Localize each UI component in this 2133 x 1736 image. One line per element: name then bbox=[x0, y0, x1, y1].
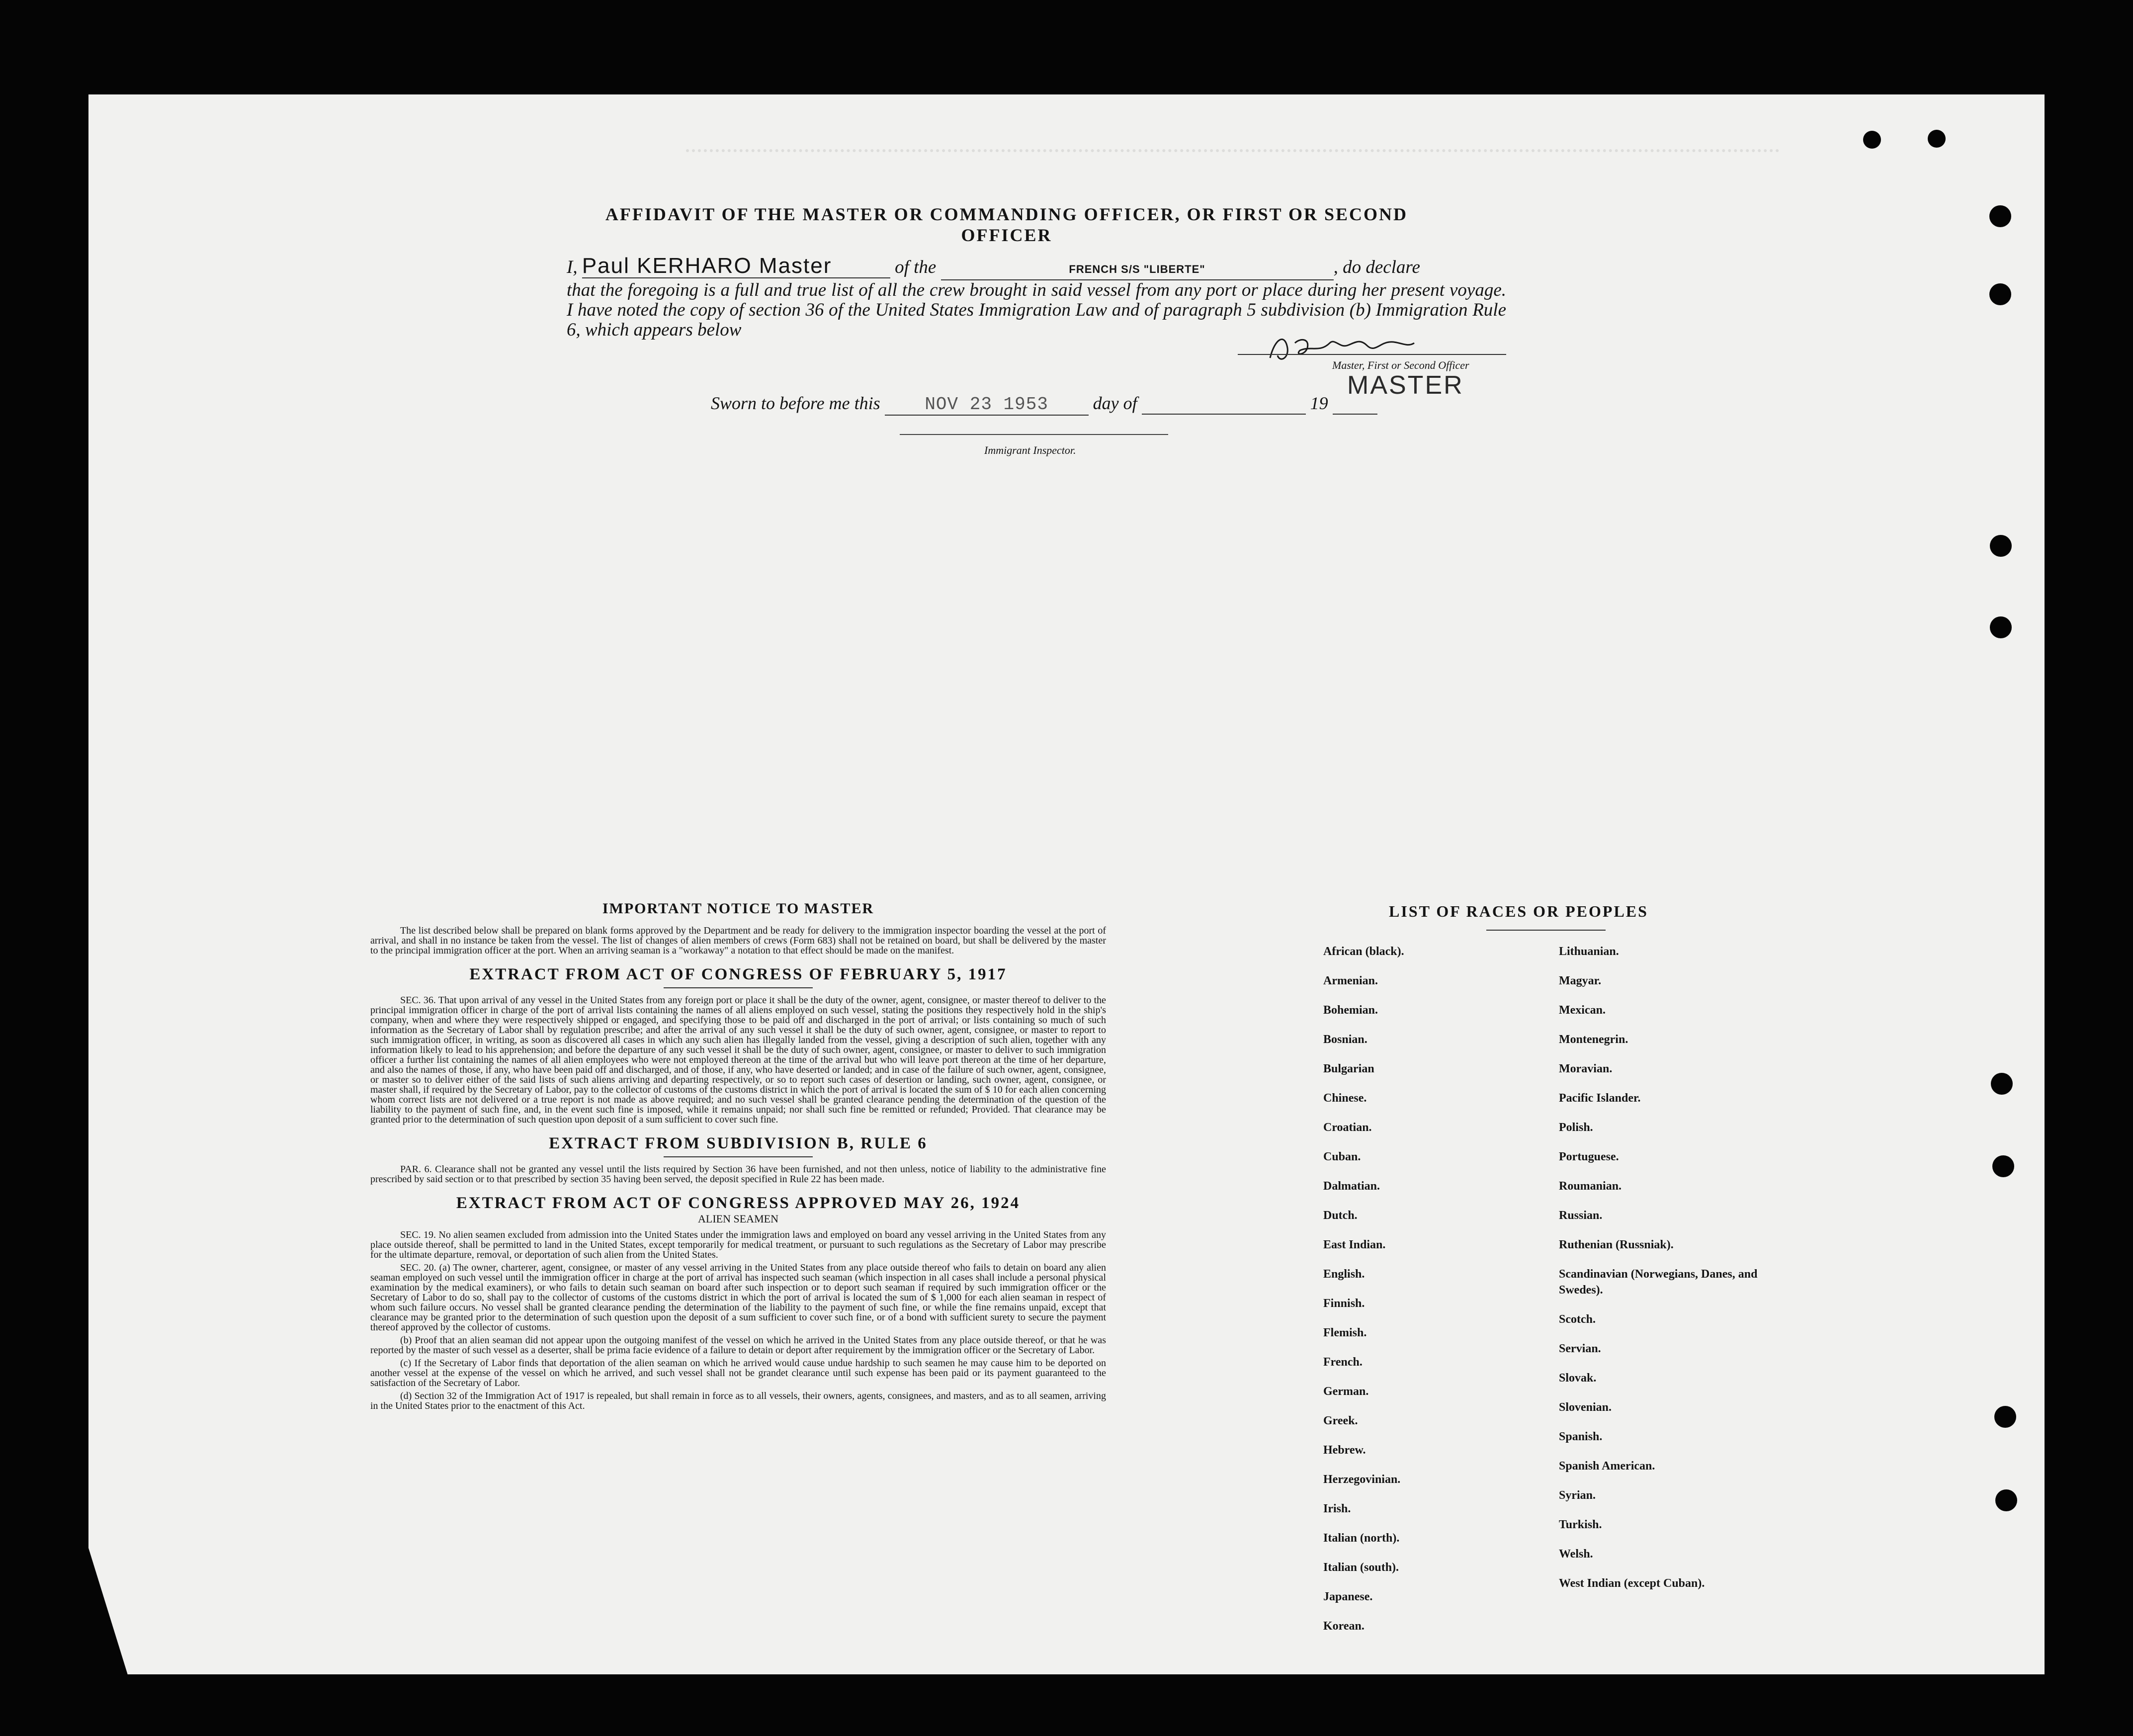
race-entry: Russian. bbox=[1559, 1209, 1603, 1222]
sworn-prefix: Sworn to before me this bbox=[711, 393, 880, 413]
race-entry: Polish. bbox=[1559, 1121, 1593, 1134]
race-entry: Flemish. bbox=[1323, 1326, 1367, 1339]
affidavit-i: I, bbox=[567, 257, 578, 277]
race-entry: Scotch. bbox=[1559, 1313, 1596, 1326]
bleed-through-marks bbox=[686, 149, 1780, 162]
section-rule bbox=[664, 987, 813, 988]
race-entry: Slovak. bbox=[1559, 1372, 1597, 1385]
race-entry: Montenegrin. bbox=[1559, 1033, 1628, 1046]
inspector-caption: Immigrant Inspector. bbox=[984, 444, 1076, 456]
signature-caption: Master, First or Second Officer bbox=[1332, 359, 1469, 371]
race-entry: Syrian. bbox=[1559, 1489, 1596, 1502]
race-entry: Magyar. bbox=[1559, 974, 1602, 987]
date-stamp: NOV 23 1953 bbox=[925, 394, 1048, 415]
month-field bbox=[1142, 393, 1306, 415]
race-entry: Turkish. bbox=[1559, 1518, 1602, 1531]
punch-hole bbox=[1990, 535, 2012, 557]
master-name: Paul KERHARO Master bbox=[582, 254, 832, 278]
race-entry: Scandinavian (Norwegians, Danes, and Swedes). bbox=[1559, 1268, 1758, 1297]
race-entry: Ruthenian (Russniak). bbox=[1559, 1238, 1674, 1251]
day-of-label: day of bbox=[1093, 393, 1137, 413]
race-entry: Armenian. bbox=[1323, 974, 1378, 987]
vessel-name: FRENCH S/S "LIBERTE" bbox=[1069, 263, 1205, 275]
year-prefix: 19 bbox=[1310, 393, 1328, 413]
extract-rule6-title: EXTRACT FROM SUBDIVISION B, RULE 6 bbox=[549, 1134, 928, 1152]
race-entry: Bulgarian bbox=[1323, 1062, 1374, 1075]
affidavit-body bbox=[567, 256, 1506, 340]
punch-hole bbox=[1990, 616, 2012, 638]
race-entry: Japanese. bbox=[1323, 1590, 1373, 1603]
race-entry: Chinese. bbox=[1323, 1092, 1367, 1105]
race-entry: Herzegovinian. bbox=[1323, 1473, 1401, 1486]
race-entry: Croatian. bbox=[1323, 1121, 1372, 1134]
punch-hole bbox=[1989, 205, 2011, 227]
race-entry: Servian. bbox=[1559, 1342, 1601, 1355]
extract-1924-paragraph: (c) If the Secretary of Labor finds that deportation of the alien seaman on which he arrived would cause undue hardship to such seamen he may cause him to be deported on another vessel at the expense of the vessel on which he arrived, and such vessel shall not be grandet clearance until such expense has been paid or its payment guaranteed to the satisfaction of the Secretary of Labor. bbox=[370, 1358, 1106, 1389]
race-entry: German. bbox=[1323, 1385, 1369, 1398]
extract-1924-paragraph: SEC. 20. (a) The owner, charterer, agent, consignee, or master of any vessel arriving in the United States from any place outside thereof who fails to detain on board any alien seaman employed on such vessel until the immigration officer in charge at the port of arrival has inspected such seaman (which inspection in all cases shall include a personal physical examination by the medical examiners), or who fails to detain such seaman on board after such inspection or to deport such seaman if required by such immigration officer or the Secretary of Labor to do so, shall pay to the collector of customs of the customs district in which the port of arrival is located the sum of $ 1,000 for each alien seaman in respect of whom such failure occurs. No vessel shall be granted clearance pending the determination of the liability to the payment of such fine, or while the fine remains unpaid, except that clearance may be granted prior to the determination of such question upon the deposit of a sum sufficient to cover such fine, or of a bond with sufficient surety to secure the payment thereof approved by the collector of customs. bbox=[370, 1262, 1106, 1333]
extract-1924-subtitle: ALIEN SEAMEN bbox=[698, 1213, 778, 1225]
race-entry: Slovenian. bbox=[1559, 1401, 1612, 1414]
year-field bbox=[1333, 393, 1377, 415]
race-entry: Lithuanian. bbox=[1559, 945, 1619, 958]
race-entry: Irish. bbox=[1323, 1502, 1351, 1515]
race-entry: Hebrew. bbox=[1323, 1444, 1366, 1457]
race-entry: Spanish. bbox=[1559, 1430, 1603, 1443]
race-entry: Bohemian. bbox=[1323, 1004, 1378, 1017]
race-entry: English. bbox=[1323, 1268, 1365, 1281]
punch-hole bbox=[1991, 1073, 2013, 1095]
master-name-field bbox=[582, 256, 890, 278]
section-rule bbox=[664, 1156, 813, 1157]
extract-1924-title: EXTRACT FROM ACT OF CONGRESS APPROVED MAY 26, 1924 bbox=[456, 1194, 1021, 1212]
race-entry: Welsh. bbox=[1559, 1548, 1593, 1561]
notice-title: IMPORTANT NOTICE TO MASTER bbox=[602, 900, 874, 917]
signature-line bbox=[1238, 354, 1506, 355]
race-entry: Spanish American. bbox=[1559, 1460, 1655, 1473]
master-stamp: MASTER bbox=[1347, 371, 1464, 400]
punch-hole bbox=[1994, 1406, 2016, 1428]
date-stamp-field bbox=[885, 393, 1089, 416]
extract-1917-text: SEC. 36. That upon arrival of any vessel in the United States from any foreign port or place it shall be the duty of the owner, agent, consignee, or master thereof to deliver to the principal immigration officer in charge of the port of arrival lists containing the names of all aliens employed on such vessel, stating the positions they respectively hold in the ship's company, when and where they were respectively shipped or engaged, and specifying those to be paid off and discharged in the port of arrival; or lists containing so much of such information as the Secretary of Labor shall by regulation prescribe; and after the arrival of any such vessel it shall be the duty of such owner, agent, consignee, or master to report to such immigration officer, in writing, as soon as discovered all cases in which any such alien has illegally landed from the vessel, giving a description of such alien, together with any information likely to lead to his apprehension; and before the departure of any such vessel it shall be the duty of such owner, agent, consignee, or master to deliver to such immigration officer a further list containing the names of all alien employees who were not employed thereon at the time of the arrival but who will leave port thereon at the time of her departure, and also the names of those, if any, who have been paid off and discharged, and of those, if any, who have deserted or landed; and in case of the failure of such owner, agent, consignee, or master so to deliver either of the said lists of such aliens arriving and departing respectively, or so to report such cases of desertion or landing, such owner, agent, consignee, or master shall, if required by the Secretary of Labor, pay to the collector of customs of the customs district in which the port of arrival is located the sum of $ 10 for each alien concerning whom correct lists are not delivered or a true report is not made as above required; and no such vessel shall be granted clearance pending the determination of the question of the liability to the payment of such fine, and, in the event such fine is imposed, while it remains unpaid; nor shall such fine be remitted or refunded; Provided. That clearance may be granted prior to the determination of such question upon deposit of a sum sufficient to cover such fine. bbox=[370, 995, 1106, 1125]
race-entry: West Indian (except Cuban). bbox=[1559, 1577, 1705, 1590]
races-title-rule bbox=[1486, 930, 1606, 931]
punch-hole bbox=[1989, 283, 2011, 305]
race-entry: Moravian. bbox=[1559, 1062, 1613, 1075]
race-entry: French. bbox=[1323, 1356, 1363, 1369]
affidavit-declaration-line bbox=[567, 256, 1506, 280]
extract-1924-paragraph: SEC. 19. No alien seamen excluded from admission into the United States under the immigration laws and employed on board any vessel arriving in the United States from any place outside thereof, shall be permitted to land in the United States, except temporarily for medical treatment, or pursuant to such regulations as the Secretary of Labor may prescribe for the ultimate departure, removal, or deportation of such alien from the United States. bbox=[370, 1229, 1106, 1260]
punch-hole bbox=[1928, 130, 1946, 148]
extract-rule6-text: PAR. 6. Clearance shall not be granted any vessel until the lists required by Section 36 have been furnished, and not then unless, notice of liability to the administrative fine prescribed by said section or to that prescribed by section 35 having been served, the deposit specified in Rule 22 has been made. bbox=[370, 1164, 1106, 1185]
affidavit-statement: that the foregoing is a full and true list of all the crew brought in said vessel from any port or place during her present voyage. I have noted the copy of section 36 of the United States Immigration Law and of paragraph 5 subdivision (b) Immigration Rule 6, which appears below bbox=[567, 280, 1506, 340]
race-entry: Greek. bbox=[1323, 1414, 1358, 1427]
inspector-signature-line bbox=[900, 434, 1168, 435]
race-entry: Roumanian. bbox=[1559, 1180, 1622, 1193]
race-entry: Korean. bbox=[1323, 1620, 1365, 1633]
races-title: LIST OF RACES OR PEOPLES bbox=[1389, 902, 1648, 920]
race-entry: Pacific Islander. bbox=[1559, 1092, 1641, 1105]
sworn-line bbox=[711, 393, 1377, 416]
affidavit-do-declare: , do declare bbox=[1333, 257, 1420, 277]
races-left-column bbox=[1323, 944, 1557, 1648]
race-entry: Italian (south). bbox=[1323, 1561, 1399, 1574]
race-entry: African (black). bbox=[1323, 945, 1404, 958]
races-right-column bbox=[1559, 944, 1792, 1605]
race-entry: East Indian. bbox=[1323, 1238, 1386, 1251]
race-entry: Cuban. bbox=[1323, 1150, 1361, 1163]
notice-text: The list described below shall be prepared on blank forms approved by the Department and be ready for delivery to the immigration inspector boarding the vessel at the port of arrival, and shall in no instance be taken from the vessel. The list of changes of alien members of crews (Form 683) shall not be retained on board, but shall be delivered by the master to the principal immigration officer at the port. When an arriving seaman is a "workaway" a notation to that effect should be made on the manifest. bbox=[370, 925, 1106, 956]
punch-hole bbox=[1863, 131, 1881, 149]
race-entry: Bosnian. bbox=[1323, 1033, 1367, 1046]
affidavit-of-the: of the bbox=[895, 257, 937, 277]
punch-hole bbox=[1992, 1155, 2014, 1177]
extract-1917-title: EXTRACT FROM ACT OF CONGRESS OF FEBRUARY 5, 1917 bbox=[469, 965, 1007, 983]
notice-column bbox=[370, 899, 1106, 1414]
race-entry: Dutch. bbox=[1323, 1209, 1358, 1222]
vessel-name-field bbox=[941, 258, 1334, 280]
race-entry: Portuguese. bbox=[1559, 1150, 1619, 1163]
race-entry: Mexican. bbox=[1559, 1004, 1606, 1017]
affidavit-title: AFFIDAVIT OF THE MASTER OR COMMANDING OFFICER, OR FIRST OR SECOND OFFICER bbox=[605, 204, 1408, 245]
race-entry: Dalmatian. bbox=[1323, 1180, 1380, 1193]
extract-1924-paragraph: (b) Proof that an alien seaman did not appear upon the outgoing manifest of the vessel on which he arrived in the United States from any place outside thereof, or that he was reported by the master of such vessel as a deserter, shall be prima facie evidence of a failure to detain or deport after requirement by the immigration officer or the Secretary of Labor. bbox=[370, 1335, 1106, 1356]
race-entry: Italian (north). bbox=[1323, 1532, 1400, 1545]
race-entry: Finnish. bbox=[1323, 1297, 1365, 1310]
punch-hole bbox=[1995, 1489, 2017, 1511]
extract-1924-paragraph: (d) Section 32 of the Immigration Act of 1917 is repealed, but shall remain in force as to all vessels, their owners, agents, consignees, and masters, and as to all seamen, arriving in the United States prior to the enactment of this Act. bbox=[370, 1390, 1106, 1411]
